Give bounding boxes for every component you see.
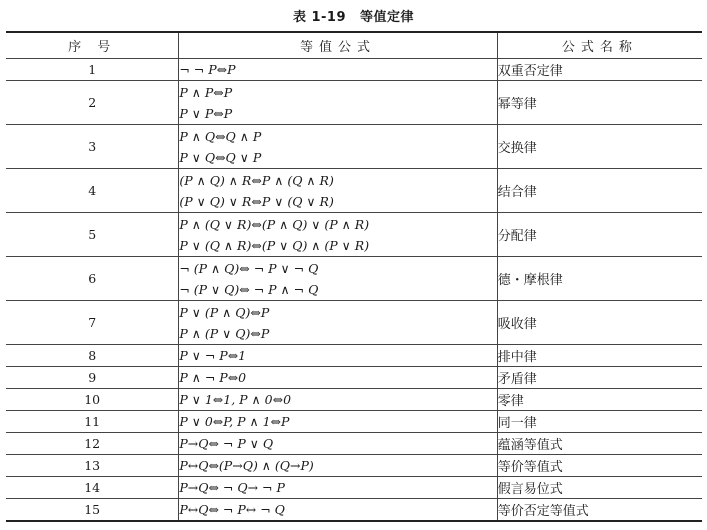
formula-line: P ∧ (Q ∨ R)⇔(P ∧ Q) ∨ (P ∧ R) — [179, 216, 370, 232]
table-row — [6, 301, 702, 345]
formula-cell — [179, 433, 497, 455]
table-row — [6, 257, 702, 301]
table-title: 等值定律 — [360, 10, 415, 25]
row-number: 5 — [6, 213, 179, 257]
formula-cell — [179, 477, 497, 499]
law-name: 吸收律 — [497, 301, 702, 345]
law-name: 等价否定等值式 — [497, 504, 589, 519]
table-row — [6, 433, 702, 455]
table-number: 表 1-19 — [292, 10, 347, 25]
law-name: 交换律 — [497, 125, 702, 169]
formula-line: P ∨ P⇔P — [179, 105, 233, 121]
formula-line: ¬ ¬ P⇔P — [179, 62, 236, 77]
law-name: 假言易位式 — [497, 477, 702, 499]
formula-line: P↔Q⇔ ¬ P↔ ¬ Q — [179, 502, 285, 517]
law-name: 结合律 — [497, 169, 702, 213]
table-row — [6, 389, 702, 411]
law-name: 分配律 — [497, 213, 702, 257]
formula-cell — [179, 499, 497, 522]
table-row — [6, 59, 702, 81]
law-name: 零律 — [497, 389, 702, 411]
table-row — [6, 455, 702, 477]
row-number: 6 — [6, 257, 179, 301]
law-name: 幂等律 — [497, 81, 702, 125]
table-row — [6, 367, 702, 389]
table-row — [6, 345, 702, 367]
row-number: 14 — [6, 477, 179, 499]
law-name: 同一律 — [497, 411, 702, 433]
row-number: 3 — [6, 125, 179, 169]
formula-cell — [179, 257, 497, 301]
table-row — [6, 169, 702, 213]
law-name: 德・摩根律 — [497, 257, 702, 301]
formula-line: P ∧ P⇔P — [179, 84, 233, 100]
law-name: 双重否定律 — [497, 59, 702, 81]
row-number: 15 — [6, 499, 179, 522]
table-row — [6, 213, 702, 257]
table-row — [6, 477, 702, 499]
table-caption — [0, 6, 707, 25]
row-number: 13 — [6, 455, 179, 477]
law-name: 等价等值式 — [497, 455, 702, 477]
row-number: 1 — [6, 59, 179, 81]
row-number: 10 — [6, 389, 179, 411]
formula-cell — [179, 81, 497, 125]
row-number: 8 — [6, 345, 179, 367]
formula-line: P ∨ 1⇔1, P ∧ 0⇔0 — [179, 392, 292, 407]
formula-cell — [179, 367, 497, 389]
table-row — [6, 81, 702, 125]
formula-line: ¬ (P ∧ Q)⇔ ¬ P ∨ ¬ Q — [179, 260, 319, 276]
header-formula: 等值公式 — [179, 32, 497, 59]
formula-cell — [179, 411, 497, 433]
header-row — [6, 32, 702, 59]
row-number: 12 — [6, 433, 179, 455]
formula-line: P ∨ 0⇔P, P ∧ 1⇔P — [179, 414, 290, 429]
row-number: 7 — [6, 301, 179, 345]
formula-cell — [179, 213, 497, 257]
table-row — [6, 125, 702, 169]
formula-cell — [179, 59, 497, 81]
formula-line: P ∨ ¬ P⇔1 — [179, 348, 247, 363]
formula-line: (P ∧ Q) ∧ R⇔P ∧ (Q ∧ R) — [179, 172, 334, 188]
row-number: 9 — [6, 367, 179, 389]
formula-cell — [179, 389, 497, 411]
formula-line: P ∨ Q⇔Q ∨ P — [179, 149, 262, 165]
header-number: 序 号 — [6, 32, 179, 59]
formula-line: ¬ (P ∨ Q)⇔ ¬ P ∧ ¬ Q — [179, 281, 319, 297]
formula-line: P ∧ Q⇔Q ∧ P — [179, 128, 262, 144]
row-number: 4 — [6, 169, 179, 213]
header-name: 公式名称 — [497, 32, 702, 59]
formula-line: P↔Q⇔(P→Q) ∧ (Q→P) — [179, 458, 314, 473]
formula-line: (P ∨ Q) ∨ R⇔P ∨ (Q ∨ R) — [179, 193, 334, 209]
law-name: 排中律 — [497, 345, 702, 367]
formula-line: P ∧ (P ∨ Q)⇔P — [179, 325, 270, 341]
table-row — [6, 411, 702, 433]
equivalence-table — [6, 31, 702, 522]
law-name: 蕴涵等值式 — [497, 433, 702, 455]
table-row — [6, 499, 702, 522]
law-name: 矛盾律 — [497, 367, 702, 389]
formula-line: P→Q⇔ ¬ Q→ ¬ P — [179, 480, 285, 495]
formula-cell — [179, 455, 497, 477]
formula-line: P ∨ (P ∧ Q)⇔P — [179, 304, 270, 320]
formula-cell — [179, 301, 497, 345]
formula-line: P→Q⇔ ¬ P ∨ Q — [179, 436, 274, 451]
formula-cell — [179, 169, 497, 213]
formula-line: P ∧ ¬ P⇔0 — [179, 370, 247, 385]
formula-cell — [179, 345, 497, 367]
formula-line: P ∨ (Q ∧ R)⇔(P ∨ Q) ∧ (P ∨ R) — [179, 237, 370, 253]
row-number: 2 — [6, 81, 179, 125]
formula-cell — [179, 125, 497, 169]
row-number: 11 — [6, 411, 179, 433]
